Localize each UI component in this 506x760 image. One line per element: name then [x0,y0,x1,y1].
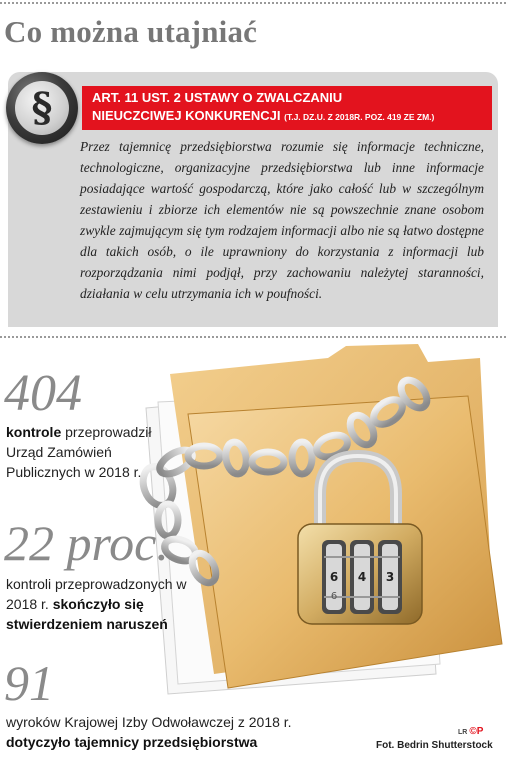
stat-number-rulings: 91 [4,655,54,711]
dial-digit-4: 6 [330,591,338,602]
section-divider [0,336,506,338]
photo-credit: Fot. Bedrin Shutterstock [376,740,493,751]
dial-digit-2: 4 [357,570,367,584]
stat-number-percent: 22 proc. [4,515,169,571]
banner-line-1: ART. 11 UST. 2 USTAWY O ZWALCZANIU [92,90,343,105]
stat-bold-controls: kontrole [6,424,62,440]
publisher-logo [458,726,483,737]
legal-reference-banner [82,86,492,130]
logo-small-text: LR [458,729,468,736]
stat-rest-controls: przeprowadził Urząd Zamówień Publicznych w 2018 r. [6,424,152,480]
stat-bold-rulings: dotyczyło tajemnicy przedsiębiorstwa [6,734,258,750]
stat-rest-rulings: wyroków Krajowej Izby Odwoławczej z 2018 r. [6,714,292,730]
dial-digit-1: 6 [329,570,339,584]
logo-text: ©P [469,726,484,737]
paragraph-glyph: § [31,84,53,131]
stat-text-controls [6,422,166,482]
padlocked-folder-image [118,344,506,706]
dial-digit-3: 3 [385,570,395,584]
stat-number-controls: 404 [4,365,82,422]
legal-quote-text: Przez tajemnicę przedsiębiorstwa rozumie się informacje techniczne, technologiczne, organizacyjne przedsiębiorstwa lub inne informacje posiadające wartość gospodarczą, które jako całość lub w szczególnym zestawieniu i zbiorze ich elementów nie są powszechnie znane osobom zwykle zajmującym się tym rodzajem informacji albo nie są łatwo dostępne dla takich osób, o ile uprawniony do korzystania z informacji lub rozporządzania nimi podjął, przy zachowaniu należytej staranności, działania w celu utrzymania ich w poufności. [80,139,484,301]
stat-text-percent [6,574,216,634]
stat-rest-percent: kontroli przeprowadzonych w 2018 r. [6,576,187,612]
stat-bold-percent: skończyło się stwierdzeniem naruszeń [6,596,168,632]
page-title: Co można utajniać [4,14,258,49]
banner-reference: (T.J. DZ.U. Z 2018R. POZ. 419 ZE ZM.) [284,112,435,122]
top-divider [0,2,506,4]
paragraph-icon [6,72,78,144]
banner-line-2: NIEUCZCIWEJ KONKURENCJI [92,108,281,123]
stat-text-rulings [6,712,376,752]
